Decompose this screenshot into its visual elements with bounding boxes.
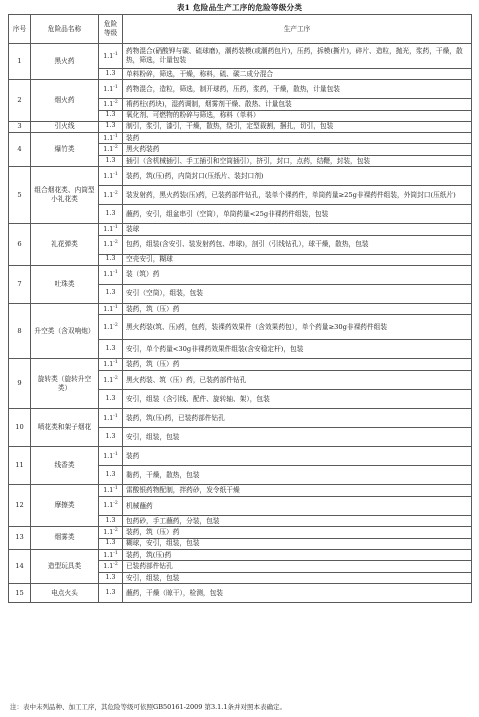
table-row [9,44,472,69]
hazard-level-subclass: -2 [113,190,118,196]
hazard-level-subclass: -1 [113,171,118,177]
product-name-cell: 礼花弹类 [31,224,99,266]
hazard-level-cell [99,340,123,359]
hazard-level-value: 1.3 [105,394,116,402]
hazard-level-cell [99,572,123,583]
index-cell: 7 [9,265,31,303]
table-row [9,447,472,466]
process-cell: 单料粉碎，筛选，干燥，称料，硫、碳二成分混合 [123,69,472,80]
process-cell: 黑火药装药 [123,144,472,156]
table-footnote: 注：表中未列品种、加工工序，其危险等级可依照GB50161-2009 第3.1.1条并对照本表确定。 [10,703,286,711]
index-cell: 6 [9,224,31,266]
hazard-level-value: 1.3 [105,122,116,130]
hazard-level-cell [99,466,123,485]
product-name-cell: 吐珠类 [31,265,99,303]
product-name-cell: 引火线 [31,121,99,132]
index-cell: 15 [9,583,31,602]
process-cell: 装药，筑(压)药 [123,549,472,561]
hazard-level-subclass: -1 [113,225,118,231]
header-level: 危险 等级 [99,15,123,44]
index-cell: 8 [9,303,31,359]
product-name-cell: 线香类 [31,447,99,485]
hazard-level-value: 1.3 [105,573,116,581]
process-cell: 装药，筑(压)药，内筒封口(压纸片、装封口剂) [123,167,472,186]
hazard-level-cell [99,80,123,99]
hazard-level-value: 1.3 [105,345,116,353]
hazard-level-cell [99,428,123,447]
hazard-level-cell [99,485,123,497]
hazard-level-value: 1.3 [105,111,116,119]
hazard-level-cell [99,515,123,526]
table-row [9,526,472,538]
process-cell: 药物混合(硝酸钾与碳、硫球磨)，潮药装模(或潮药包片)，压药，拆模(撕片)，碎片、造粒，抛光，浆药，干燥，散热，筛选，计量包装 [123,44,472,69]
hazard-level-cell [99,205,123,224]
hazard-level-value: 1.3 [105,516,116,524]
hazard-level-value: 1.1 [103,172,114,180]
process-cell: 黏药，干燥，散热，包装 [123,466,472,485]
table-row [9,303,472,315]
process-cell: 糊球，安引，组装，包装 [123,538,472,549]
hazard-level-cell [99,538,123,549]
hazard-level-cell [99,496,123,515]
hazard-level-cell [99,359,123,371]
product-name-cell: 黑火药 [31,44,99,80]
hazard-level-cell [99,265,123,284]
hazard-level-cell [99,371,123,390]
hazard-level-value: 1.1 [103,376,114,384]
process-cell: 装药 [123,132,472,144]
process-cell: 雷酸银药物配制，拌药砂，发令纸干燥 [123,485,472,497]
hazard-level-cell [99,156,123,167]
hazard-level-value: 1.1 [103,52,114,60]
hazard-classification-table [8,14,472,603]
process-cell: 蘸药，安引，组盆串引（空筒），单筒药量<25g非裸药件组装，包装 [123,205,472,224]
hazard-level-value: 1.1 [103,563,114,571]
hazard-level-value: 1.3 [105,588,116,596]
product-name-cell: 烟雾类 [31,526,99,549]
header-index: 序号 [9,15,31,44]
hazard-level-cell [99,303,123,315]
hazard-level-cell [99,284,123,303]
process-cell: 黑火药装(筑、压)药，包药，装裸药效果件（含效果药包），单个药量≥30g非裸药件组装 [123,315,472,340]
header-product: 危险品名称 [31,15,99,44]
product-name-cell: 旋转类（旋转升空类） [31,359,99,409]
process-cell: 装药，筑(压)药，已装药部件钻孔 [123,409,472,428]
process-cell: 装药，筑（压）药 [123,359,472,371]
hazard-level-cell [99,44,123,69]
process-cell: 插引（含机械插引、手工插引和空筒插引），挤引，封口，点药，结鞭，封装，包装 [123,156,472,167]
hazard-level-value: 1.1 [103,452,114,460]
table-row [9,549,472,561]
index-cell: 11 [9,447,31,485]
table-caption: 表1 危险品生产工序的危险等级分类 [176,3,303,12]
hazard-level-value: 1.1 [103,487,114,495]
hazard-level-cell [99,583,123,602]
table-row [9,121,472,132]
hazard-level-value: 1.1 [103,146,114,154]
hazard-level-value: 1.1 [103,191,114,199]
hazard-level-subclass: -2 [113,145,118,151]
table-row [9,359,472,371]
hazard-level-cell [99,526,123,538]
hazard-level-subclass: -2 [113,240,118,246]
hazard-level-subclass: -2 [113,100,118,105]
index-cell: 12 [9,485,31,527]
table-row [9,80,472,99]
table-body [9,44,472,603]
hazard-level-subclass: -1 [113,413,118,419]
hazard-level-cell [99,254,123,265]
process-cell: 装球 [123,224,472,236]
process-cell: 装药，筑（压）药 [123,303,472,315]
product-name-cell: 升空类（含双响炮） [31,303,99,359]
process-cell: 已装药部件钻孔 [123,561,472,573]
product-name-cell: 电点火头 [31,583,99,602]
product-name-cell: 组合烟花类、内筒型小礼花类 [31,167,99,224]
process-cell: 包药砂，手工蘸药，分装，包装 [123,515,472,526]
process-cell: 安引，组装（含引线、配件、旋转轴、架），包装 [123,390,472,409]
table-header-row [9,15,472,44]
hazard-level-cell [99,69,123,80]
hazard-level-value: 1.1 [103,85,114,93]
hazard-level-cell [99,132,123,144]
hazard-level-subclass: -1 [113,451,118,457]
hazard-level-value: 1.3 [105,69,116,77]
process-cell: 安引（空筒），组装，包装 [123,284,472,303]
hazard-level-value: 1.3 [105,255,116,263]
product-name-cell: 摩擦类 [31,485,99,527]
process-cell: 制引，浆引，漆引，干燥，散热，绕引，定型裁割，捆扎，切引，包装 [123,121,472,132]
hazard-level-subclass: -1 [113,84,118,90]
hazard-level-value: 1.1 [103,361,114,369]
index-cell: 1 [9,44,31,80]
hazard-level-value: 1.3 [105,209,116,217]
hazard-level-value: 1.1 [103,414,114,422]
hazard-level-value: 1.1 [103,271,114,279]
hazard-level-cell [99,549,123,561]
hazard-level-value: 1.3 [105,156,116,164]
hazard-level-value: 1.3 [105,432,116,440]
index-cell: 13 [9,526,31,549]
hazard-level-value: 1.1 [103,551,114,559]
table-row [9,409,472,428]
hazard-level-subclass: -1 [113,304,118,310]
process-cell: 包药，组装(含安引、装发射药包、串球)，剖引（引线钻孔），球干燥，散热，包装 [123,235,472,254]
table-row [9,224,472,236]
hazard-level-value: 1.1 [103,226,114,234]
hazard-level-cell [99,110,123,121]
hazard-level-cell [99,561,123,573]
product-name-cell: 喷花类和架子烟花 [31,409,99,447]
hazard-level-value: 1.1 [103,502,114,510]
hazard-level-subclass: -2 [113,323,118,329]
product-name-cell: 爆竹类 [31,132,99,166]
hazard-level-cell [99,315,123,340]
process-cell: 安引，组装，包装 [123,428,472,447]
process-cell: 氧化剂、可燃物的粉碎与筛选，称料（单料） [123,110,472,121]
table-row [9,167,472,186]
hazard-level-subclass: -2 [113,501,118,507]
hazard-level-subclass: -1 [113,550,118,556]
header-process: 生产工序 [123,15,472,44]
process-cell: 药物混合，造粒，筛选，制开球药，压药，浆药，干燥，散热，计量包装 [123,80,472,99]
index-cell: 5 [9,167,31,224]
product-name-cell: 烟火药 [31,80,99,122]
process-cell: 蘸药，干燥（晾干），检测，包装 [123,583,472,602]
hazard-level-cell [99,235,123,254]
hazard-level-subclass: -1 [113,133,118,139]
process-cell: 黑火药装、筑（压）药，已装药部件钻孔 [123,371,472,390]
index-cell: 3 [9,121,31,132]
hazard-level-cell [99,121,123,132]
hazard-level-value: 1.1 [103,324,114,332]
table-row [9,265,472,284]
process-cell: 褙药柱(药块)，湿药调制，烟雾剂干燥、散热、计量包装 [123,99,472,111]
process-cell: 装药 [123,447,472,466]
process-cell: 安引，单个药量<30g非裸药效果件组装(含安稳定杆)，包装 [123,340,472,359]
hazard-level-cell [99,167,123,186]
index-cell: 4 [9,132,31,166]
hazard-level-value: 1.1 [103,528,114,536]
hazard-level-cell [99,186,123,205]
process-cell: 空壳安引，糊球 [123,254,472,265]
hazard-level-subclass: -2 [113,562,118,568]
process-cell: 装药，筑（压）药 [123,526,472,538]
process-cell: 装（筑）药 [123,265,472,284]
table-row [9,485,472,497]
hazard-level-value: 1.1 [103,101,114,109]
hazard-level-value: 1.3 [105,539,116,547]
hazard-level-subclass: -2 [113,527,118,533]
hazard-level-subclass: -2 [113,375,118,381]
product-name-cell: 造型玩具类 [31,549,99,583]
table-row [9,583,472,602]
process-cell: 机械蘸药 [123,496,472,515]
hazard-level-value: 1.3 [105,470,116,478]
hazard-level-cell [99,144,123,156]
table-row [9,132,472,144]
process-cell: 装发射药，黑火药装(压)药，已装药部件钻孔，装单个裸药件，单筒药量≥25g非裸药件组装，外筒封口(压纸片) [123,186,472,205]
hazard-level-value: 1.1 [103,241,114,249]
index-cell: 14 [9,549,31,583]
index-cell: 10 [9,409,31,447]
process-cell: 安引，组装，包装 [123,572,472,583]
hazard-level-subclass: -1 [113,360,118,366]
hazard-level-value: 1.1 [103,134,114,142]
hazard-level-value: 1.1 [103,305,114,313]
hazard-level-subclass: -1 [113,270,118,276]
index-cell: 9 [9,359,31,409]
hazard-level-cell [99,224,123,236]
hazard-level-cell [99,390,123,409]
hazard-level-subclass: -1 [113,51,118,57]
index-cell: 2 [9,80,31,122]
hazard-level-cell [99,447,123,466]
hazard-level-subclass: -1 [113,486,118,492]
hazard-level-value: 1.3 [105,289,116,297]
hazard-level-cell [99,409,123,428]
hazard-level-cell [99,99,123,111]
